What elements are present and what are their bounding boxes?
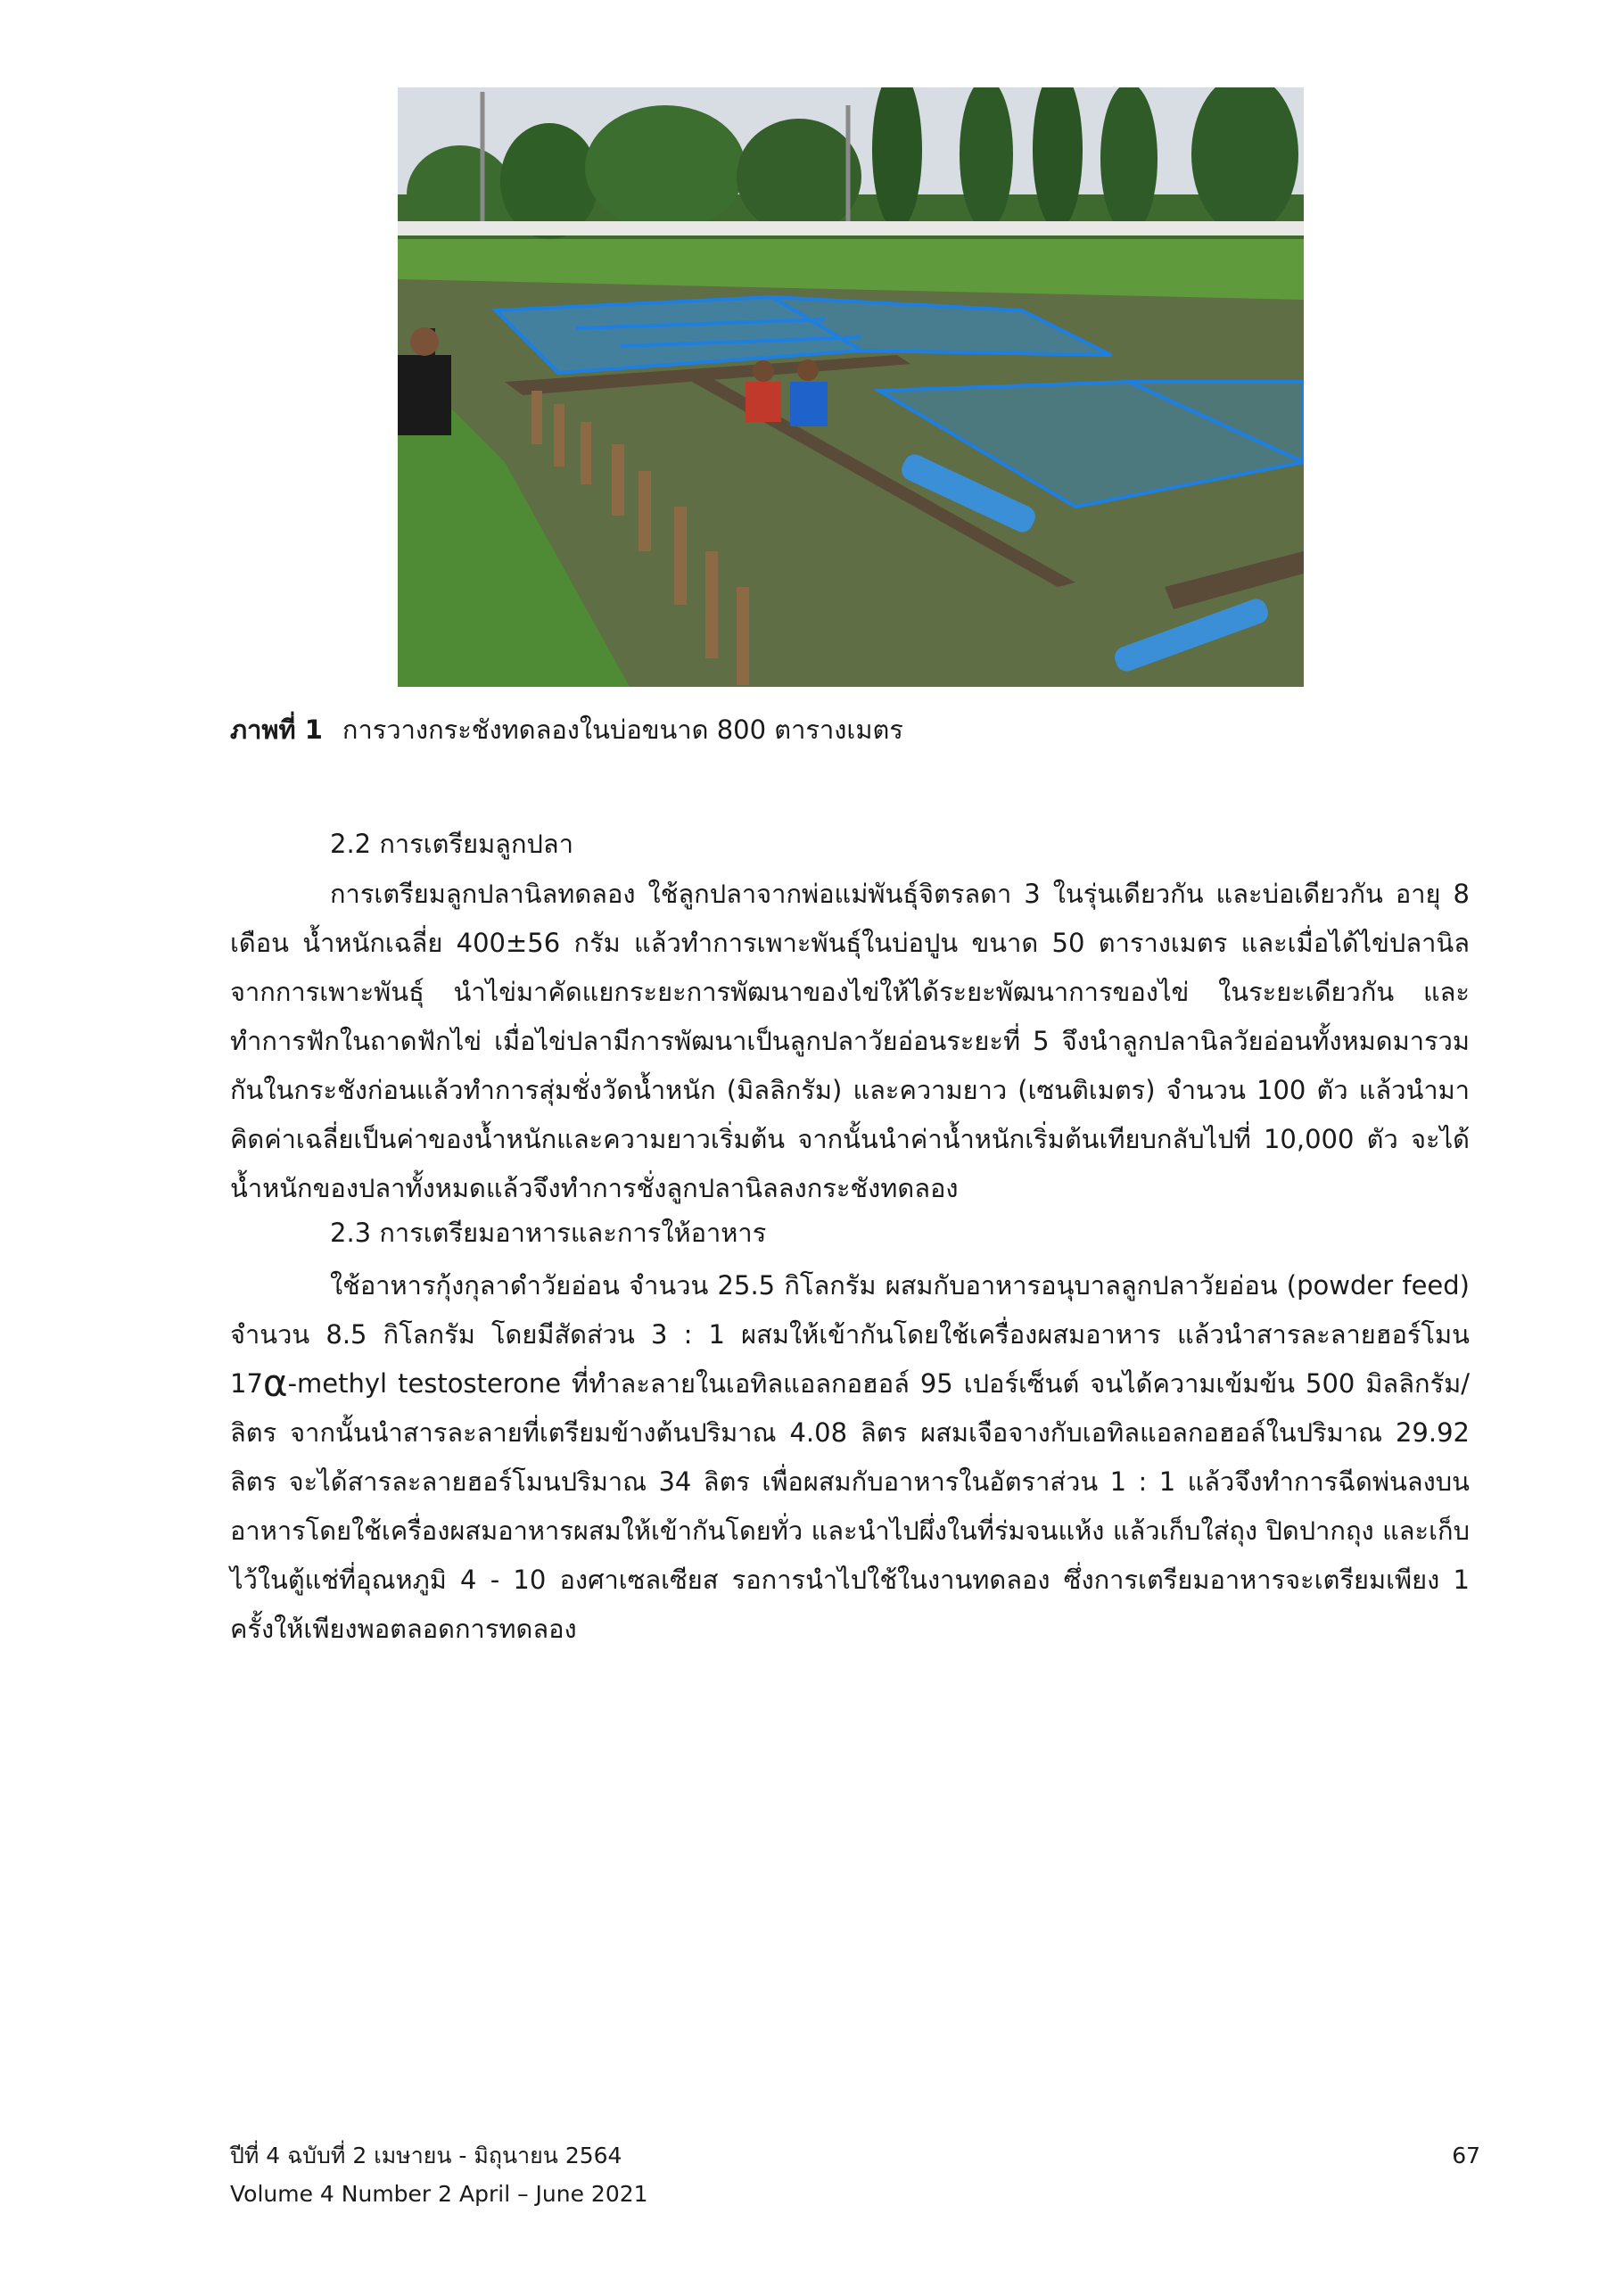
paragraph-text-part-1: ใช้อาหารกุ้งกุลาดำวัยอ่อน จำนวน 25.5 กิโลกรัม ผสมกับอาหารอนุบาลลูกปลาวัยอ่อน (powder feed) จำนวน 8.5 กิโลกรัม โดยมีสัดส่วน 3 : 1 ผสมให้เข้ากันโดยใช้เครื่องผสมอาหาร แล้วนำสารละลายฮอร์โมน 17 [230, 1270, 1470, 1399]
figure-photo [398, 87, 1304, 687]
footer-issue-english: Volume 4 Number 2 April – June 2021 [230, 2181, 648, 2207]
figure-caption [230, 712, 1407, 747]
paragraph-text-part-2: -methyl testosterone ที่ทำละลายในเอทิลแอลกอฮอล์ 95 เปอร์เซ็นต์ จนได้ความเข้มข้น 500 มิลลิกรัม/ลิตร จากนั้นนำสารละลายที่เตรียมข้างต้นปริมาณ 4.08 ลิตร ผสมเจือจางกับเอทิลแอลกอฮอล์ในปริมาณ 29.92 ลิตร จะได้สารละลายฮอร์โมนปริมาณ 34 ลิตร เพื่อผสมกับอาหารในอัตราส่วน 1 : 1 แล้วจึงทำการฉีดพ่นลงบนอาหารโดยใช้เครื่องผสมอาหารผสมให้เข้ากันโดยทั่ว และนำไปผึ่งในที่ร่มจนแห้ง แล้วเก็บใส่ถุง ปิดปากถุง และเก็บไว้ในตู้แช่ที่อุณหภูมิ 4 - 10 องศาเซลเซียส รอการนำไปใช้ในงานทดลอง ซึ่งการเตรียมอาหารจะเตรียมเพียง 1 ครั้งให้เพียงพอตลอดการทดลอง [230, 1368, 1470, 1644]
figure-caption-text: การวางกระชังทดลองในบ่อขนาด 800 ตารางเมตร [342, 714, 903, 745]
section-2-2-paragraph: การเตรียมลูกปลานิลทดลอง ใช้ลูกปลาจากพ่อแม่พันธุ์จิตรลดา 3 ในรุ่นเดียวกัน และบ่อเดียวกัน อายุ 8 เดือน น้ำหนักเฉลี่ย 400±56 กรัม แล้วทำการเพาะพันธุ์ในบ่อปูน ขนาด 50 ตารางเมตร และเมื่อได้ไข่ปลานิลจากการเพาะพันธุ์ นำไข่มาคัดแยกระยะการพัฒนาของไข่ให้ได้ระยะพัฒนาการของไข่ ในระยะเดียวกัน และทำการฟักในถาดฟักไข่ เมื่อไข่ปลามีการพัฒนาเป็นลูกปลาวัยอ่อนระยะที่ 5 จึงนำลูกปลานิลวัยอ่อนทั้งหมดมารวมกันในกระชังก่อนแล้วทำการสุ่มชั่งวัดน้ำหนัก (มิลลิกรัม) และความยาว (เซนติเมตร) จำนวน 100 ตัว แล้วนำมาคิดค่าเฉลี่ยเป็นค่าของน้ำหนักและความยาวเริ่มต้น จากนั้นนำค่าน้ำหนักเริ่มต้นเทียบกลับไปที่ 10,000 ตัว จะได้น้ำหนักของปลาทั้งหมดแล้วจึงทำการชั่งลูกปลานิลลงกระชังทดลอง [230, 879, 1470, 1203]
section-2-3-body [230, 1261, 1470, 1654]
page-number: 67 [1452, 2143, 1480, 2168]
section-2-3-heading: 2.3 การเตรียมอาหารและการให้อาหาร [330, 1218, 767, 1248]
alpha-symbol: α [262, 1361, 288, 1405]
section-2-2-body [230, 870, 1470, 1213]
fence [398, 221, 1304, 235]
section-2-3-paragraph [230, 1261, 1470, 1654]
pond-cage-photo [398, 87, 1304, 687]
figure-label: ภาพที่ 1 [230, 714, 323, 745]
section-2-2-heading: 2.2 การเตรียมลูกปลา [330, 829, 573, 859]
footer-issue-thai: ปีที่ 4 ฉบับที่ 2 เมษายน - มิถุนายน 2564 [230, 2143, 622, 2168]
